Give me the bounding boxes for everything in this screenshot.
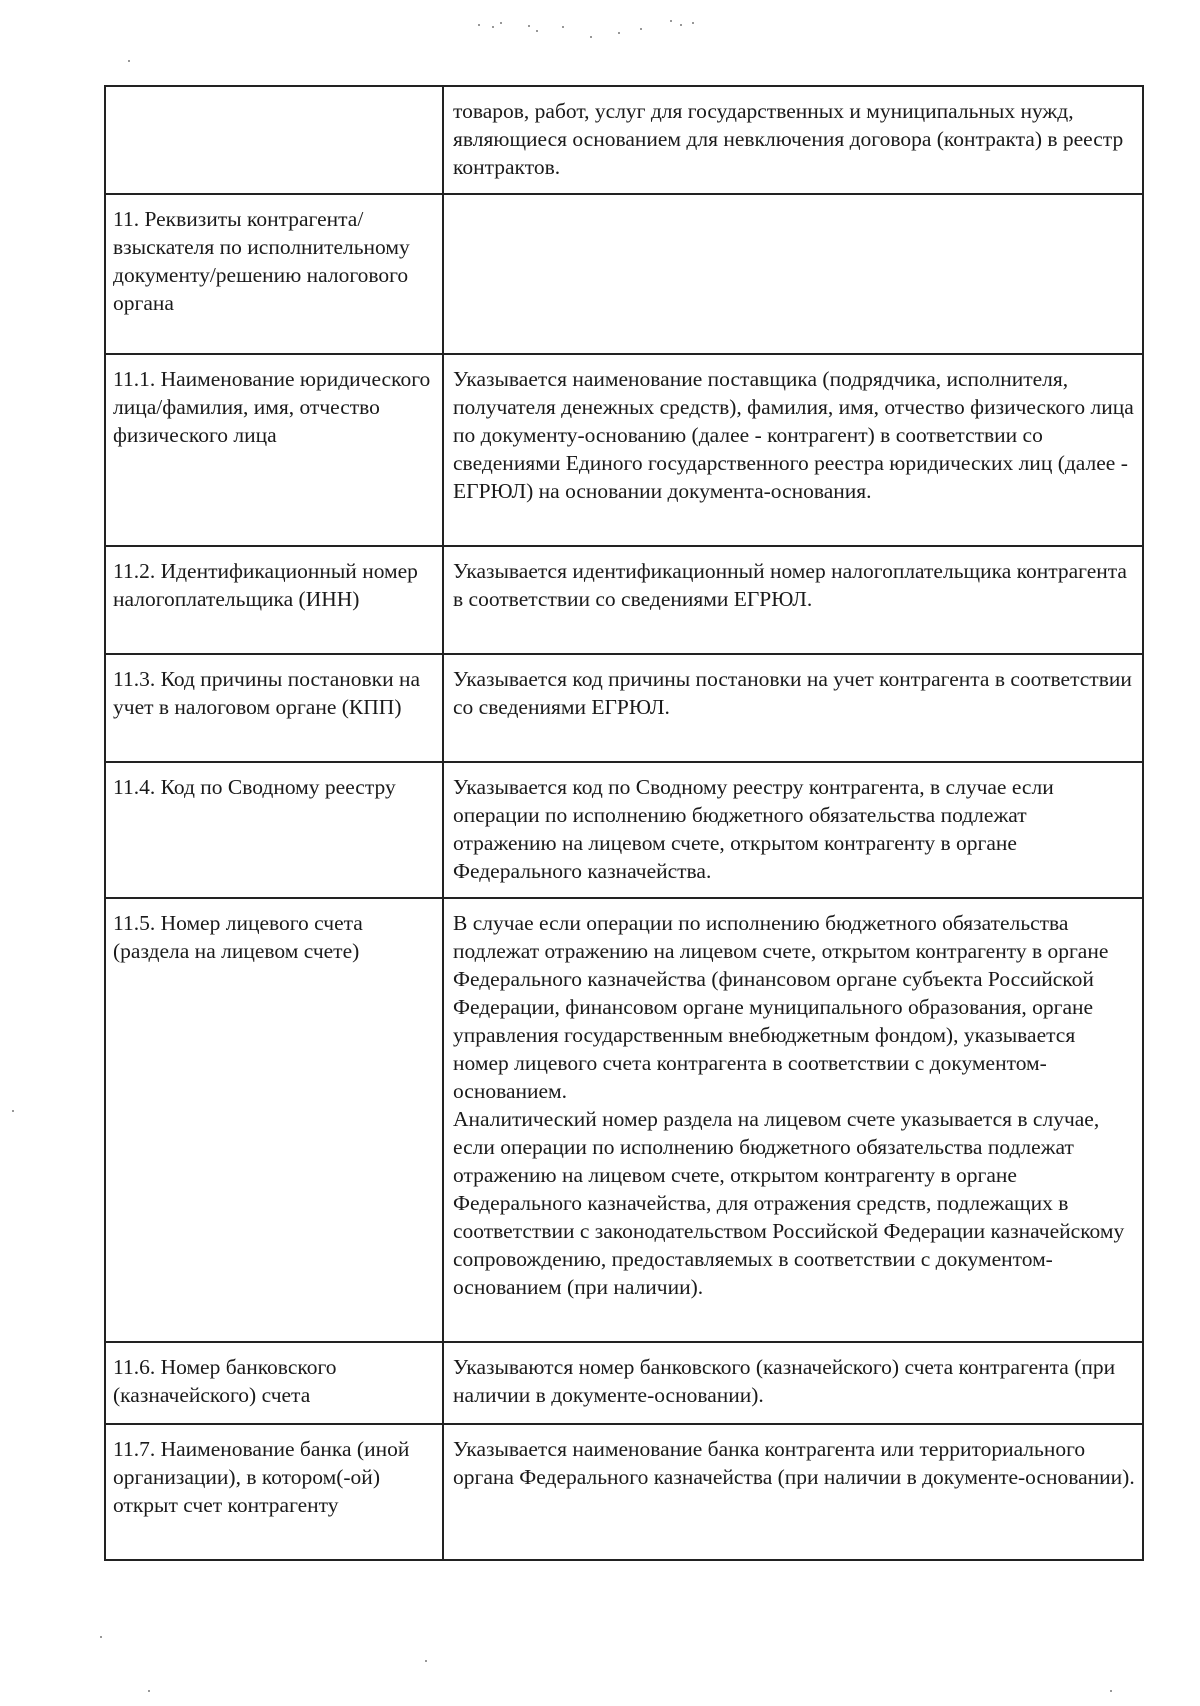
- table-row: [105, 762, 1143, 898]
- table-row: [105, 654, 1143, 762]
- field-name-cell: 11. Реквизиты контрагента/взыскателя по исполнительному документу/решению налогового органа: [105, 194, 443, 354]
- field-description-cell: [443, 546, 1143, 654]
- scan-artifact: [1110, 1690, 1112, 1692]
- field-description-cell: [443, 762, 1143, 898]
- field-description-cell: [443, 354, 1143, 546]
- scan-artifact: [12, 1110, 14, 1112]
- document-table: [104, 85, 1144, 1561]
- description-paragraph: товаров, работ, услуг для государственных и муниципальных нужд, являющиеся основанием для невключения договора (контракта) в реестр контрактов.: [453, 99, 1124, 179]
- table-row: [105, 1342, 1143, 1424]
- description-paragraph: Аналитический номер раздела на лицевом счете указывается в случае, если операции по исполнению бюджетного обязательства подлежат отражению на лицевом счете, открытом контрагенту в органе Федерального казначейства, для отражения средств, подлежащих в соответствии с законодательством Российской Федерации казначейскому сопровождению, предоставляемых в соответствии с документом-основанием (при наличии).: [453, 1107, 1125, 1299]
- table-row: [105, 354, 1143, 546]
- table-row: [105, 898, 1143, 1342]
- scan-artifact: [100, 1636, 102, 1638]
- field-description-cell: [443, 1424, 1143, 1560]
- field-name-cell: 11.3. Код причины постановки на учет в налоговом органе (КПП): [105, 654, 443, 762]
- field-name-cell: 11.4. Код по Сводному реестру: [105, 762, 443, 898]
- field-description-cell: [443, 898, 1143, 1342]
- description-paragraph: Указываются номер банковского (казначейского) счета контрагента (при наличии в документе-основании).: [453, 1355, 1116, 1407]
- description-paragraph: Указывается наименование поставщика (подрядчика, исполнителя, получателя денежных средств), фамилия, имя, отчество физического лица по документу-основанию (далее - контрагент) в соответствии со сведениями Единого государственного реестра юридических лиц (далее - ЕГРЮЛ) на основании документа-основания.: [453, 367, 1134, 503]
- scan-artifact: [470, 14, 740, 44]
- field-name-cell: 11.6. Номер банковского (казначейского) счета: [105, 1342, 443, 1424]
- field-description-cell: [443, 1342, 1143, 1424]
- field-name-cell: 11.5. Номер лицевого счета (раздела на лицевом счете): [105, 898, 443, 1342]
- table-row: [105, 86, 1143, 194]
- description-paragraph: Указывается идентификационный номер налогоплательщика контрагента в соответствии со сведениями ЕГРЮЛ.: [453, 559, 1127, 611]
- field-name-cell: 11.2. Идентификационный номер налогоплательщика (ИНН): [105, 546, 443, 654]
- scan-artifact: [148, 1690, 150, 1692]
- description-paragraph: Указывается код по Сводному реестру контрагента, в случае если операции по исполнению бюджетного обязательства подлежат отражению на лицевом счете, открытом контрагенту в органе Федерального казначейства.: [453, 775, 1054, 883]
- field-description-cell: [443, 194, 1143, 354]
- field-name-cell: [105, 86, 443, 194]
- field-name-cell: 11.7. Наименование банка (иной организации), в котором(-ой) открыт счет контрагенту: [105, 1424, 443, 1560]
- description-paragraph: Указывается код причины постановки на учет контрагента в соответствии со сведениями ЕГРЮЛ.: [453, 667, 1132, 719]
- table-row: [105, 194, 1143, 354]
- field-description-cell: [443, 86, 1143, 194]
- scan-artifact: [128, 60, 130, 62]
- description-paragraph: Указывается наименование банка контрагента или территориального органа Федерального казначейства (при наличии в документе-основании).: [453, 1437, 1135, 1489]
- field-name-cell: 11.1. Наименование юридического лица/фамилия, имя, отчество физического лица: [105, 354, 443, 546]
- table-row: [105, 1424, 1143, 1560]
- field-description-cell: [443, 654, 1143, 762]
- scan-artifact: [425, 1660, 427, 1662]
- table-row: [105, 546, 1143, 654]
- description-paragraph: В случае если операции по исполнению бюджетного обязательства подлежат отражению на лицевом счете, открытом контрагенту в органе Федерального казначейства (финансовом органе субъекта Российской Федерации, финансовом органе муниципального образования, органе управления государственным внебюджетным фондом), указывается номер лицевого счета контрагента в соответствии с документом-основанием.: [453, 911, 1109, 1103]
